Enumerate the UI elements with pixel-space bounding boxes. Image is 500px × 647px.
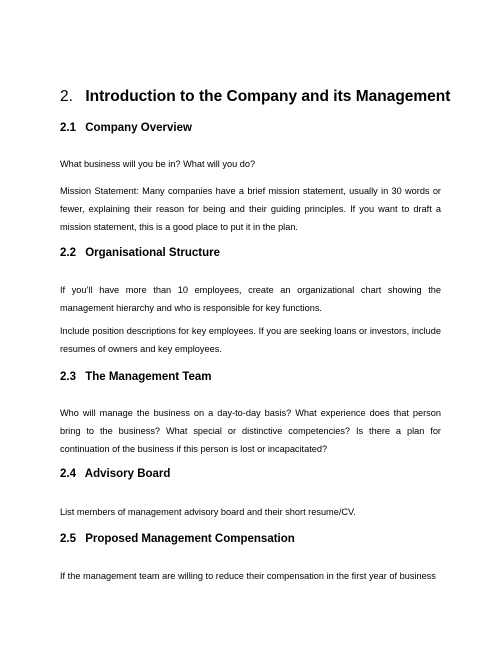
paragraph: Include position descriptions for key employees. If you are seeking loans or investors, include resumes of owners and key employees. [60, 326, 441, 354]
section-number: 2.3 [60, 371, 76, 383]
section-heading-management-compensation [60, 531, 295, 547]
paragraph: What business will you be in? What will you do? [60, 159, 256, 169]
section-number: 2.2 [60, 247, 76, 259]
section-title: Organisational Structure [85, 247, 221, 259]
section-heading-advisory-board [60, 466, 170, 482]
chapter-title: Introduction to the Company and its Management [85, 88, 451, 105]
section-title: The Management Team [85, 371, 212, 383]
section-number: 2.4 [60, 468, 76, 480]
paragraph: If the management team are willing to reduce their compensation in the first year of business [60, 571, 436, 581]
section-heading-organisational-structure [60, 245, 220, 261]
section-heading-management-team [60, 369, 212, 385]
paragraph: Who will manage the business on a day-to-day basis? What experience does that person bring to the business? What special or distinctive competencies? Is there a plan for continuation of the business if this person is lost or incapacitated? [60, 408, 441, 454]
section-title: Proposed Management Compensation [85, 533, 295, 545]
paragraph: Mission Statement: Many companies have a brief mission statement, usually in 30 words or fewer, explaining their reason for being and their guiding principles. If you want to draft a mission statement, this is a good place to put it in the plan. [60, 186, 441, 232]
section-heading-company-overview [60, 120, 192, 136]
section-title: Company Overview [85, 122, 192, 134]
chapter-heading [60, 87, 450, 107]
section-title: Advisory Board [84, 468, 171, 480]
section-number: 2.1 [60, 122, 76, 134]
paragraph: List members of management advisory board and their short resume/CV. [60, 507, 356, 517]
section-number: 2.5 [60, 533, 76, 545]
chapter-number: 2. [60, 88, 73, 105]
paragraph: If you’ll have more than 10 employees, create an organizational chart showing the management hierarchy and who is responsible for key functions. [60, 285, 441, 313]
